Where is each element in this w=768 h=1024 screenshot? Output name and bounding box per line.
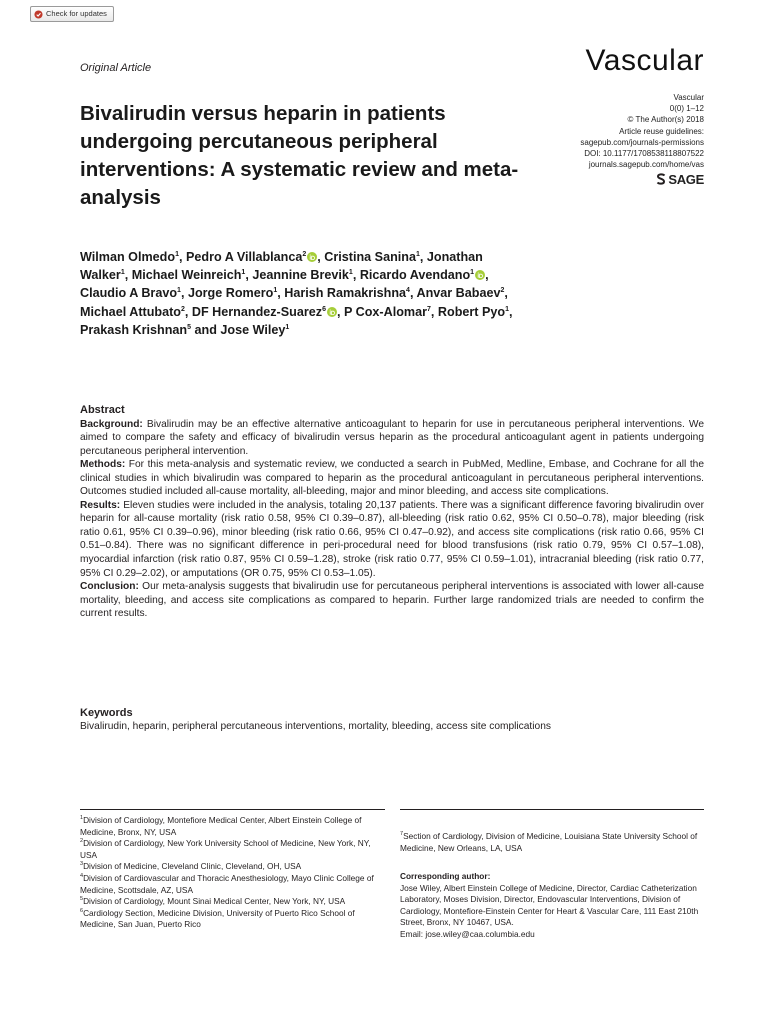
author-separator: , xyxy=(409,286,417,301)
affiliation-number: 6 xyxy=(80,907,84,914)
affiliation xyxy=(80,908,386,931)
author-affiliation-mark: 1 xyxy=(175,250,179,258)
check-for-updates-button[interactable] xyxy=(30,6,114,22)
affiliation xyxy=(80,815,386,838)
affiliation-text: Division of Cardiology, New York University School of Medicine, New York, NY, USA xyxy=(80,838,371,860)
orcid-icon[interactable] xyxy=(327,304,337,314)
author-separator: , xyxy=(317,250,325,264)
author-separator: , xyxy=(180,286,188,301)
journal-name: Vascular xyxy=(585,44,704,77)
article-title: Bivalirudin versus heparin in patients undergoing percutaneous peripheral interventions: A systematic review and meta-analysis xyxy=(80,102,519,209)
affiliation xyxy=(80,896,386,908)
check-updates-icon xyxy=(34,10,43,19)
publisher-name: SAGE xyxy=(668,172,704,188)
methods-label: Methods: xyxy=(80,459,126,471)
check-updates-label: Check for updates xyxy=(46,9,107,18)
author-separator: , xyxy=(124,268,132,283)
author-affiliation-mark: 1 xyxy=(470,269,475,277)
meta-reuse-label: Article reuse guidelines: xyxy=(619,126,704,136)
author-affiliation-mark: 1 xyxy=(505,305,510,313)
author-separator: , xyxy=(485,268,489,283)
author-name: Robert Pyo xyxy=(437,304,506,319)
affiliation xyxy=(80,873,386,896)
author-separator: , xyxy=(184,304,192,319)
orcid-icon[interactable] xyxy=(475,267,485,277)
keywords xyxy=(80,706,704,734)
affiliation-text: Division of Cardiology, Montefiore Medical Center, Albert Einstein College of Medicine, Bronx, NY, USA xyxy=(80,815,362,837)
author-affiliation-mark: 1 xyxy=(415,250,420,258)
author-name: Cristina Sanina xyxy=(324,250,416,264)
author-name: Michael Weinreich xyxy=(131,268,242,283)
author-separator: , xyxy=(504,286,508,301)
author-name: Anvar Babaev xyxy=(416,286,501,301)
corresponding-text: Jose Wiley, Albert Einstein College of Medicine, Director, Cardiac Catheterization Laboratory, Moses Division, Director, Endovascular Interventions, Division of Cardiology, Montefiore-Einstein Center for Heart & Vascular Care, 111 East 210th Street, Bronx, NY 10467, USA. xyxy=(400,882,699,928)
methods-text: For this meta-analysis and systematic review, we conducted a search in PubMed, Medline, Embase, and Cochrane for all the clinical studies in which bivalirudin was compared to heparin as the procedural anticoagulant in percutaneous peripheral interventions. Outcomes studied included all-cause mortality, all-bleeding, major and minor bleeding, and access site complications. xyxy=(80,459,704,498)
background-label: Background: xyxy=(80,418,143,430)
article-metadata xyxy=(580,92,704,187)
author-name: DF Hernandez-Suarez xyxy=(191,304,323,319)
author-affiliation-mark: 6 xyxy=(322,305,326,313)
affiliations-right xyxy=(400,831,704,854)
results-label: Results: xyxy=(80,499,121,511)
abstract-background xyxy=(80,418,704,459)
affiliation-number: 2 xyxy=(80,838,84,845)
footnote-divider-right xyxy=(400,809,704,810)
conclusion-text: Our meta-analysis suggests that bivalirudin use for percutaneous peripheral interventions is associated with lower all-cause mortality, bleeding, and access site complications as compared to heparin. Further large randomized trials are needed to confirm the current results. xyxy=(80,581,704,620)
orcid-icon[interactable] xyxy=(307,249,317,259)
author-name: Ricardo Avendano xyxy=(359,268,471,283)
background-text: Bivalirudin may be an effective alternative anticoagulant to heparin for use in percutaneous peripheral interventions. We aimed to compare the safety and efficacy of bivalirudin versus heparin as the procedural anticoagulant agent in patients undergoing percutaneous peripheral intervention. xyxy=(80,418,704,457)
keywords-text: Bivalirudin, heparin, peripheral percutaneous interventions, mortality, bleeding, access site complications xyxy=(80,721,551,732)
affiliation-text: Division of Cardiology, Mount Sinai Medical Center, New York, NY, USA xyxy=(83,896,346,907)
affiliation-text: Division of Medicine, Cleveland Clinic, Cleveland, OH, USA xyxy=(83,861,302,872)
meta-journal-link[interactable]: journals.sagepub.com/home/vas xyxy=(588,160,704,170)
author-separator: , xyxy=(178,250,186,264)
affiliation xyxy=(400,831,704,854)
author-affiliation-mark: 2 xyxy=(500,287,505,295)
author-affiliation-mark: 1 xyxy=(177,287,181,295)
author-list xyxy=(80,248,520,339)
affiliation-text: Cardiology Section, Medicine Division, University of Puerto Rico School of Medicine, San Juan, Puerto Rico xyxy=(80,907,355,930)
author-name: Wilman Olmedo xyxy=(80,250,176,264)
affiliation-text: Division of Cardiovascular and Thoracic Anesthesiology, Mayo Clinic College of Medicine, Scottsdale, AZ, USA xyxy=(80,872,374,895)
author-separator: , xyxy=(430,304,438,319)
author-name: Jonathan Walker xyxy=(80,250,483,283)
affiliation xyxy=(80,838,386,861)
author-separator: , xyxy=(419,250,427,264)
author-affiliation-mark: 2 xyxy=(302,250,307,258)
abstract-methods xyxy=(80,458,704,499)
author-affiliation-mark: 1 xyxy=(241,269,246,277)
author-affiliation-mark: 5 xyxy=(187,323,191,331)
corresponding-email[interactable]: Email: jose.wiley@caa.columbia.edu xyxy=(400,928,535,939)
meta-journal: Vascular xyxy=(673,93,704,102)
keywords-heading: Keywords xyxy=(80,707,133,719)
author-affiliation-mark: 4 xyxy=(406,287,410,295)
author-affiliation-mark: 1 xyxy=(348,269,353,277)
meta-volume: 0(0) 1–12 xyxy=(669,104,704,114)
results-text: Eleven studies were included in the analysis, totaling 20,137 patients. There was a significant difference favoring bivalirudin over heparin for all-cause mortality (risk ratio 0.58, 95% CI 0.39–0.87), all-bleeding (risk ratio 0.62, 95% CI 0.50–0.78), major bleeding (risk ratio 0.61, 95% CI 0.39–0.96), minor bleeding (risk ratio 0.66, 95% CI 0.47–0.92), and access site complications (risk ratio 0.66, 95% CI 0.51–0.84). There was no significant difference in peri-procedural need for blood transfusions (risk ratio 0.79, 95% CI 0.57–1.08), myocardial infarction (risk ratio 0.87, 95% CI 0.59–1.28), stroke (risk ratio 0.77, 95% CI 0.59–1.01), intracranial bleeding (risk ratio 0.77, 95% CI 0.29–2.02), or amputations (OR 0.75, 95% CI 0.53–1.05). xyxy=(80,499,704,579)
abstract xyxy=(80,404,704,621)
author-name: Prakash Krishnan xyxy=(80,322,188,337)
publisher-logo xyxy=(580,173,704,186)
author-separator: , xyxy=(336,304,344,319)
meta-permissions-link[interactable]: sagepub.com/journals-permissions xyxy=(580,137,704,147)
author-name: Pedro A Villablanca xyxy=(185,250,303,264)
author-name: Harish Ramakrishna xyxy=(284,286,407,301)
affiliation xyxy=(80,861,386,873)
affiliation-number: 7 xyxy=(400,831,404,838)
author-name: Jeannine Brevik xyxy=(252,268,349,283)
author-separator: , xyxy=(352,268,360,283)
article-type: Original Article xyxy=(80,62,152,74)
affiliation-text: Section of Cardiology, Division of Medicine, Louisiana State University School of Medicine, New Orleans, LA, USA xyxy=(400,831,698,853)
affiliation-number: 1 xyxy=(80,815,84,822)
author-name: Claudio A Bravo xyxy=(80,286,178,301)
sage-logo-icon xyxy=(656,173,666,186)
author-separator: , xyxy=(245,268,253,283)
corresponding-heading: Corresponding author: xyxy=(400,871,491,881)
conclusion-label: Conclusion: xyxy=(80,581,139,593)
author-separator: , xyxy=(277,286,285,301)
author-name: P Cox-Alomar xyxy=(343,304,428,319)
author-affiliation-mark: 2 xyxy=(180,305,185,313)
author-affiliation-mark: 7 xyxy=(427,305,431,313)
author-affiliation-mark: 1 xyxy=(120,269,125,277)
affiliation-number: 5 xyxy=(80,896,84,903)
abstract-conclusion xyxy=(80,580,704,621)
meta-copyright: © The Author(s) 2018 xyxy=(627,115,704,125)
author-separator: and xyxy=(191,322,221,337)
meta-doi[interactable]: DOI: 10.1177/1708538118807522 xyxy=(584,149,704,159)
author-separator: , xyxy=(509,304,513,319)
corresponding-author xyxy=(400,871,704,941)
affiliations-left xyxy=(80,815,386,931)
affiliation-number: 3 xyxy=(80,861,84,868)
author-affiliation-mark: 1 xyxy=(273,287,278,295)
abstract-heading: Abstract xyxy=(80,404,125,416)
affiliation-number: 4 xyxy=(80,873,84,880)
author-name: Michael Attubato xyxy=(80,304,181,319)
abstract-results xyxy=(80,499,704,580)
author-name: Jorge Romero xyxy=(187,286,274,301)
author-name: Jose Wiley xyxy=(220,322,286,337)
footnote-divider-left xyxy=(80,809,385,810)
author-affiliation-mark: 1 xyxy=(285,323,290,331)
